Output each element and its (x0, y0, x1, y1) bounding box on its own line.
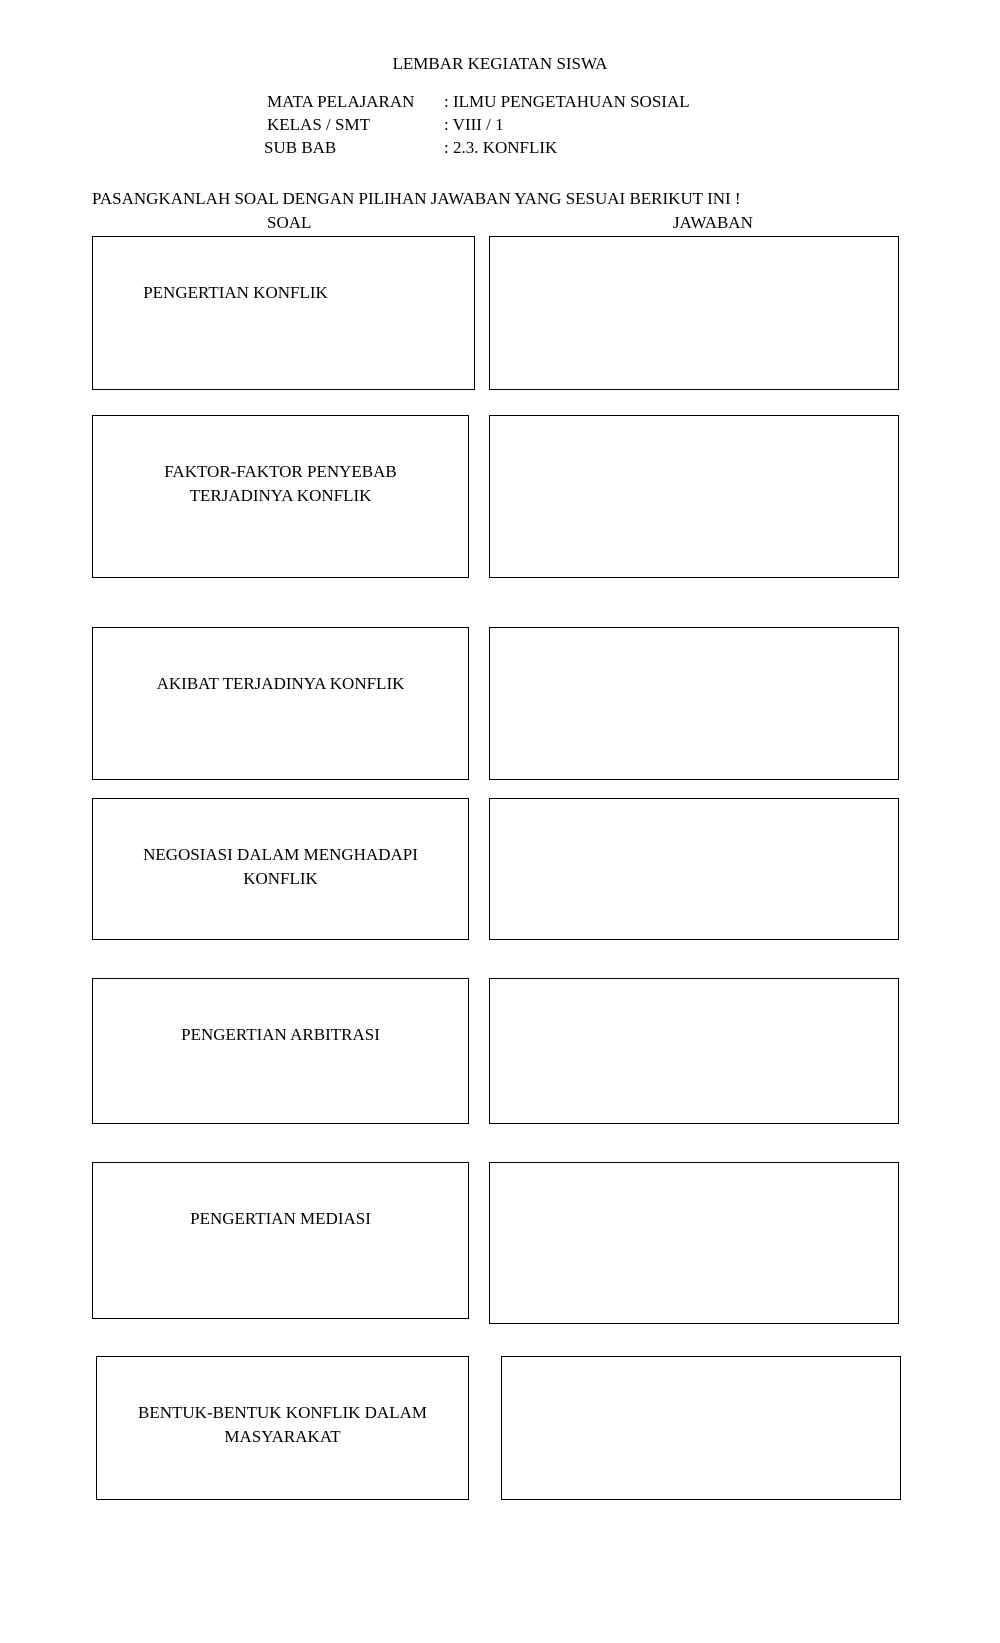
answer-box[interactable] (489, 236, 899, 390)
answer-box[interactable] (489, 415, 899, 578)
question-text: AKIBAT TERJADINYA KONFLIK (156, 674, 405, 693)
answer-box[interactable] (489, 627, 899, 780)
column-header-jawaban: JAWABAN (673, 213, 753, 232)
page-title: LEMBAR KEGIATAN SISWA (392, 54, 608, 73)
answer-box[interactable] (489, 1162, 899, 1324)
info-label-subject: MATA PELAJARAN (267, 92, 415, 111)
info-label-class: KELAS / SMT (267, 115, 370, 134)
question-text: PENGERTIAN ARBITRASI (181, 1025, 380, 1044)
question-box[interactable] (92, 415, 469, 578)
question-box[interactable] (92, 627, 469, 780)
question-text: FAKTOR-FAKTOR PENYEBAB TERJADINYA KONFLIK (164, 462, 397, 505)
question-box[interactable] (96, 1356, 469, 1500)
question-text: NEGOSIASI DALAM MENGHADAPI KONFLIK (143, 845, 418, 888)
info-value-subject: : ILMU PENGETAHUAN SOSIAL (444, 92, 690, 111)
question-box[interactable] (92, 978, 469, 1124)
answer-box[interactable] (489, 978, 899, 1124)
question-box[interactable] (92, 1162, 469, 1319)
info-value-class: : VIII / 1 (444, 115, 504, 134)
instruction-text: PASANGKANLAH SOAL DENGAN PILIHAN JAWABAN YANG SESUAI BERIKUT INI ! (92, 189, 741, 208)
question-text: BENTUK-BENTUK KONFLIK DALAM MASYARAKAT (138, 1403, 427, 1446)
answer-box[interactable] (501, 1356, 901, 1500)
answer-box[interactable] (489, 798, 899, 940)
question-box[interactable] (92, 798, 469, 940)
question-box[interactable] (92, 236, 475, 390)
column-header-soal: SOAL (267, 213, 312, 232)
info-value-subchapter: : 2.3. KONFLIK (444, 138, 558, 157)
info-label-subchapter: SUB BAB (264, 138, 337, 157)
question-text: PENGERTIAN KONFLIK (143, 283, 328, 302)
question-text: PENGERTIAN MEDIASI (190, 1209, 371, 1228)
